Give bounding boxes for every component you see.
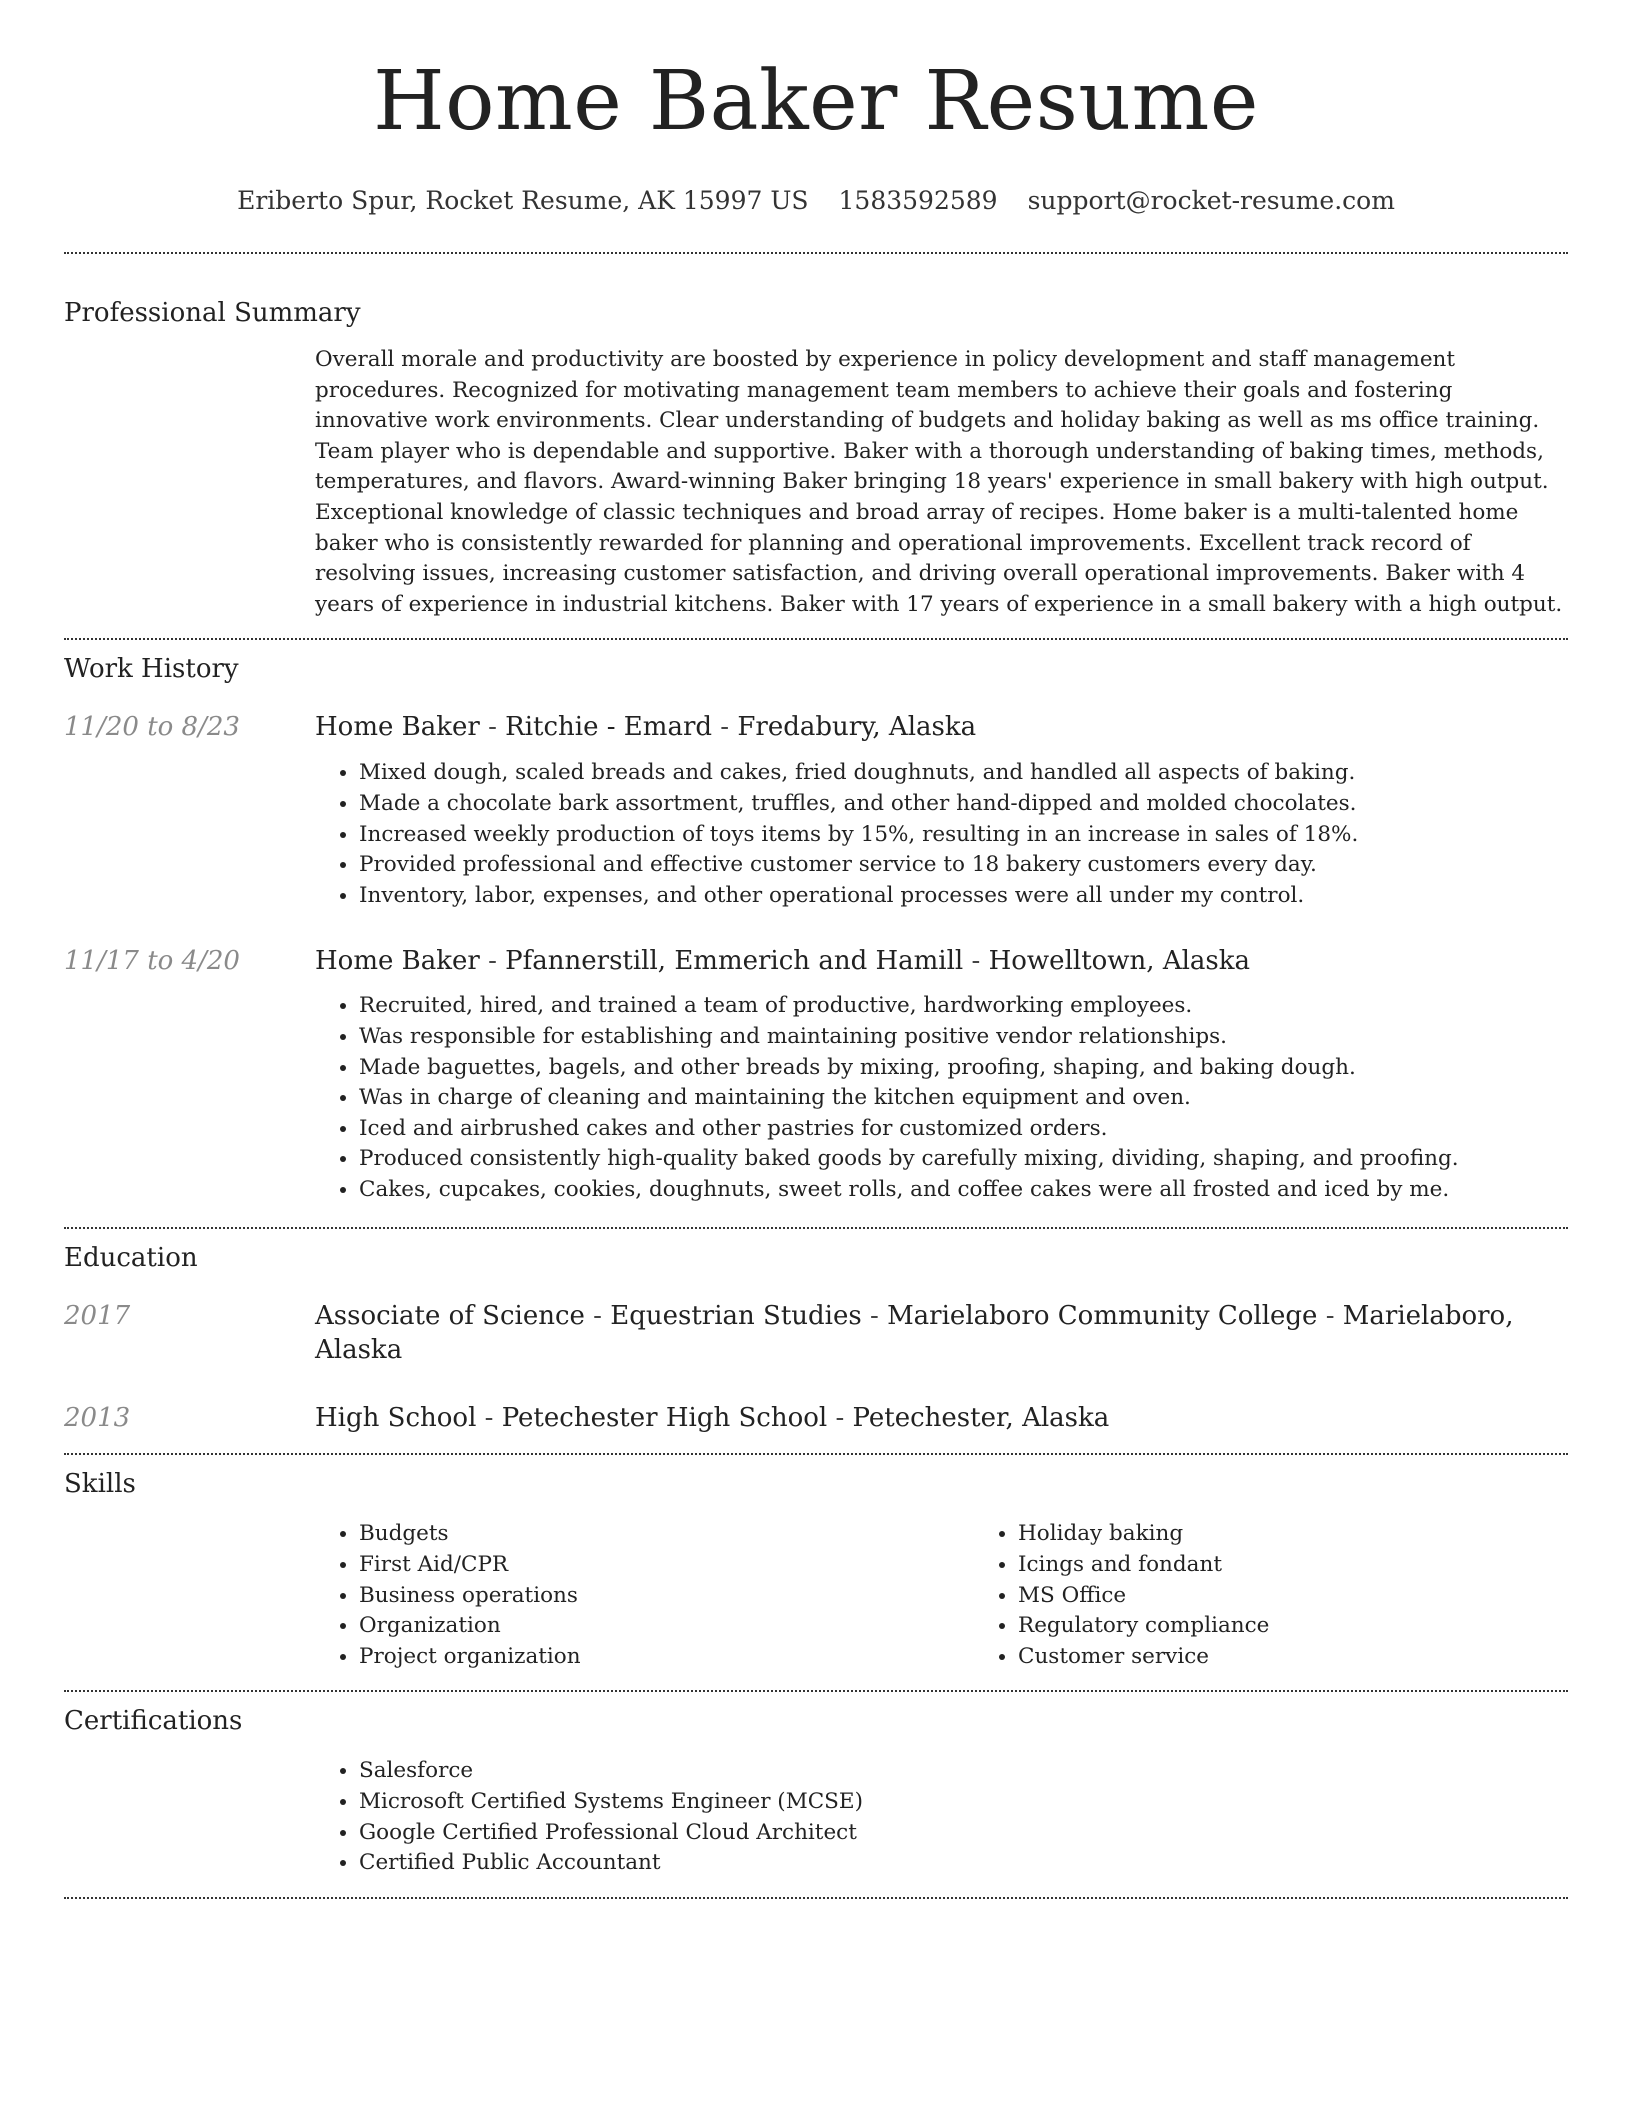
contact-address: Eriberto Spur, Rocket Resume, AK 15997 US — [237, 186, 809, 215]
job-title: Home Baker — [315, 712, 480, 743]
list-item: • Was responsible for establishing and maintaining positive vendor relationships. — [359, 1022, 1568, 1053]
list-item: • Regulatory compliance — [1018, 1611, 1632, 1642]
list-item: • Increased weekly production of toys items by 15%, resulting in an increase in sales of 18%. — [359, 820, 1568, 851]
job-entry — [64, 944, 1568, 1205]
list-item: • Made a chocolate bark assortment, truffles, and other hand-dipped and molded chocolates. — [359, 789, 1568, 820]
list-item: • Mixed dough, scaled breads and cakes, fried doughnuts, and handled all aspects of baking. — [359, 758, 1568, 789]
education-field: Equestrian Studies — [610, 1301, 862, 1332]
section-title-work: Work History — [64, 654, 239, 685]
list-item: • First Aid/CPR — [359, 1550, 974, 1581]
education-entry: 2017 Associate of Science - Equestrian Studies - Marielaboro Community College - Marielaboro, Alaska — [64, 1301, 1514, 1366]
job-heading: Home Baker - Ritchie - Emard - Fredabury, Alaska — [315, 712, 977, 743]
divider — [64, 1227, 1568, 1229]
education-entry: 2013 High School - Petechester High School - Petechester, Alaska — [64, 1403, 1110, 1434]
contact-phone: 1583592589 — [838, 186, 998, 215]
job-heading: Home Baker - Pfannerstill, Emmerich and Hamill - Howelltown, Alaska — [315, 946, 1251, 977]
job-bullets — [315, 991, 1568, 1205]
job-location: Howelltown, Alaska — [988, 946, 1251, 977]
education-year: 2017 — [64, 1301, 131, 1332]
list-item: • Project organization — [359, 1642, 974, 1673]
section-title-certifications: Certifications — [64, 1706, 243, 1737]
divider — [64, 1897, 1568, 1899]
job-dates: 11/20 to 8/23 — [64, 712, 240, 743]
education-location: Marielaboro, Alaska — [315, 1301, 1514, 1366]
education-degree: High School — [315, 1403, 477, 1434]
job-company: Ritchie - Emard — [505, 712, 713, 743]
education-school: Marielaboro Community College — [887, 1301, 1318, 1332]
list-item: • MS Office — [1018, 1581, 1632, 1612]
divider — [64, 252, 1568, 254]
education-location: Petechester, Alaska — [852, 1403, 1110, 1434]
list-item: • Icings and fondant — [1018, 1550, 1632, 1581]
skills-list — [315, 1519, 1632, 1672]
list-item: • Cakes, cupcakes, cookies, doughnuts, sweet rolls, and coffee cakes were all frosted and iced by me. — [359, 1175, 1568, 1206]
section-title-skills: Skills — [64, 1469, 136, 1500]
divider — [64, 1690, 1568, 1692]
job-title: Home Baker — [315, 946, 480, 977]
education-degree: Associate of Science — [315, 1301, 585, 1332]
skills-column-2 — [974, 1519, 1632, 1672]
list-item: • Business operations — [359, 1581, 974, 1612]
list-item: • Certified Public Accountant — [359, 1848, 1568, 1879]
list-item: • Google Certified Professional Cloud Architect — [359, 1818, 1568, 1849]
list-item: • Inventory, labor, expenses, and other operational processes were all under my control. — [359, 881, 1568, 912]
list-item: • Iced and airbrushed cakes and other pastries for customized orders. — [359, 1114, 1568, 1145]
list-item: • Recruited, hired, and trained a team of productive, hardworking employees. — [359, 991, 1568, 1022]
job-dates: 11/17 to 4/20 — [64, 946, 240, 977]
list-item: • Budgets — [359, 1519, 974, 1550]
skills-column-1 — [315, 1519, 974, 1672]
job-entry — [64, 710, 1568, 911]
resume-title: Home Baker Resume — [373, 54, 1259, 149]
education-school: Petechester High School — [501, 1403, 828, 1434]
contact-line — [64, 184, 1568, 218]
list-item: • Was in charge of cleaning and maintaining the kitchen equipment and oven. — [359, 1083, 1568, 1114]
list-item: • Salesforce — [359, 1756, 1568, 1787]
summary-text: Overall morale and productivity are boosted by experience in policy development and staff management procedures. Recognized for motivating management team members to achieve their goals and fostering innovative work environments. Clear understanding of budgets and holiday baking as well as ms office training. Team player who is dependable and supportive. Baker with a thorough understanding of baking times, methods, temperatures, and flavors. Award-winning Baker bringing 18 years' experience in small bakery with high output. Exceptional knowledge of classic techniques and broad array of recipes. Home baker is a multi-talented home baker who is consistently rewarded for planning and operational improvements. Excellent track record of resolving issues, increasing customer satisfaction, and driving overall operational improvements. Baker with 4 years of experience in industrial kitchens. Baker with 17 years of experience in a small bakery with a high output. — [315, 347, 1563, 617]
section-title-education: Education — [64, 1243, 198, 1274]
section-title-summary: Professional Summary — [64, 298, 361, 328]
list-item: • Organization — [359, 1611, 974, 1642]
job-bullets — [315, 758, 1568, 911]
job-location: Fredabury, Alaska — [737, 712, 977, 743]
list-item: • Made baguettes, bagels, and other breads by mixing, proofing, shaping, and baking dough. — [359, 1053, 1568, 1084]
list-item: • Holiday baking — [1018, 1519, 1632, 1550]
job-company: Pfannerstill, Emmerich and Hamill — [505, 946, 964, 977]
list-item: • Customer service — [1018, 1642, 1632, 1673]
list-item: • Provided professional and effective customer service to 18 bakery customers every day. — [359, 850, 1568, 881]
contact-email: support@rocket-resume.com — [1027, 186, 1395, 215]
list-item: • Produced consistently high-quality baked goods by carefully mixing, dividing, shaping, and proofing. — [359, 1144, 1568, 1175]
list-item: • Microsoft Certified Systems Engineer (MCSE) — [359, 1787, 1568, 1818]
divider — [64, 1453, 1568, 1455]
certifications-list — [315, 1756, 1568, 1878]
education-year: 2013 — [64, 1403, 131, 1434]
divider — [64, 638, 1568, 640]
